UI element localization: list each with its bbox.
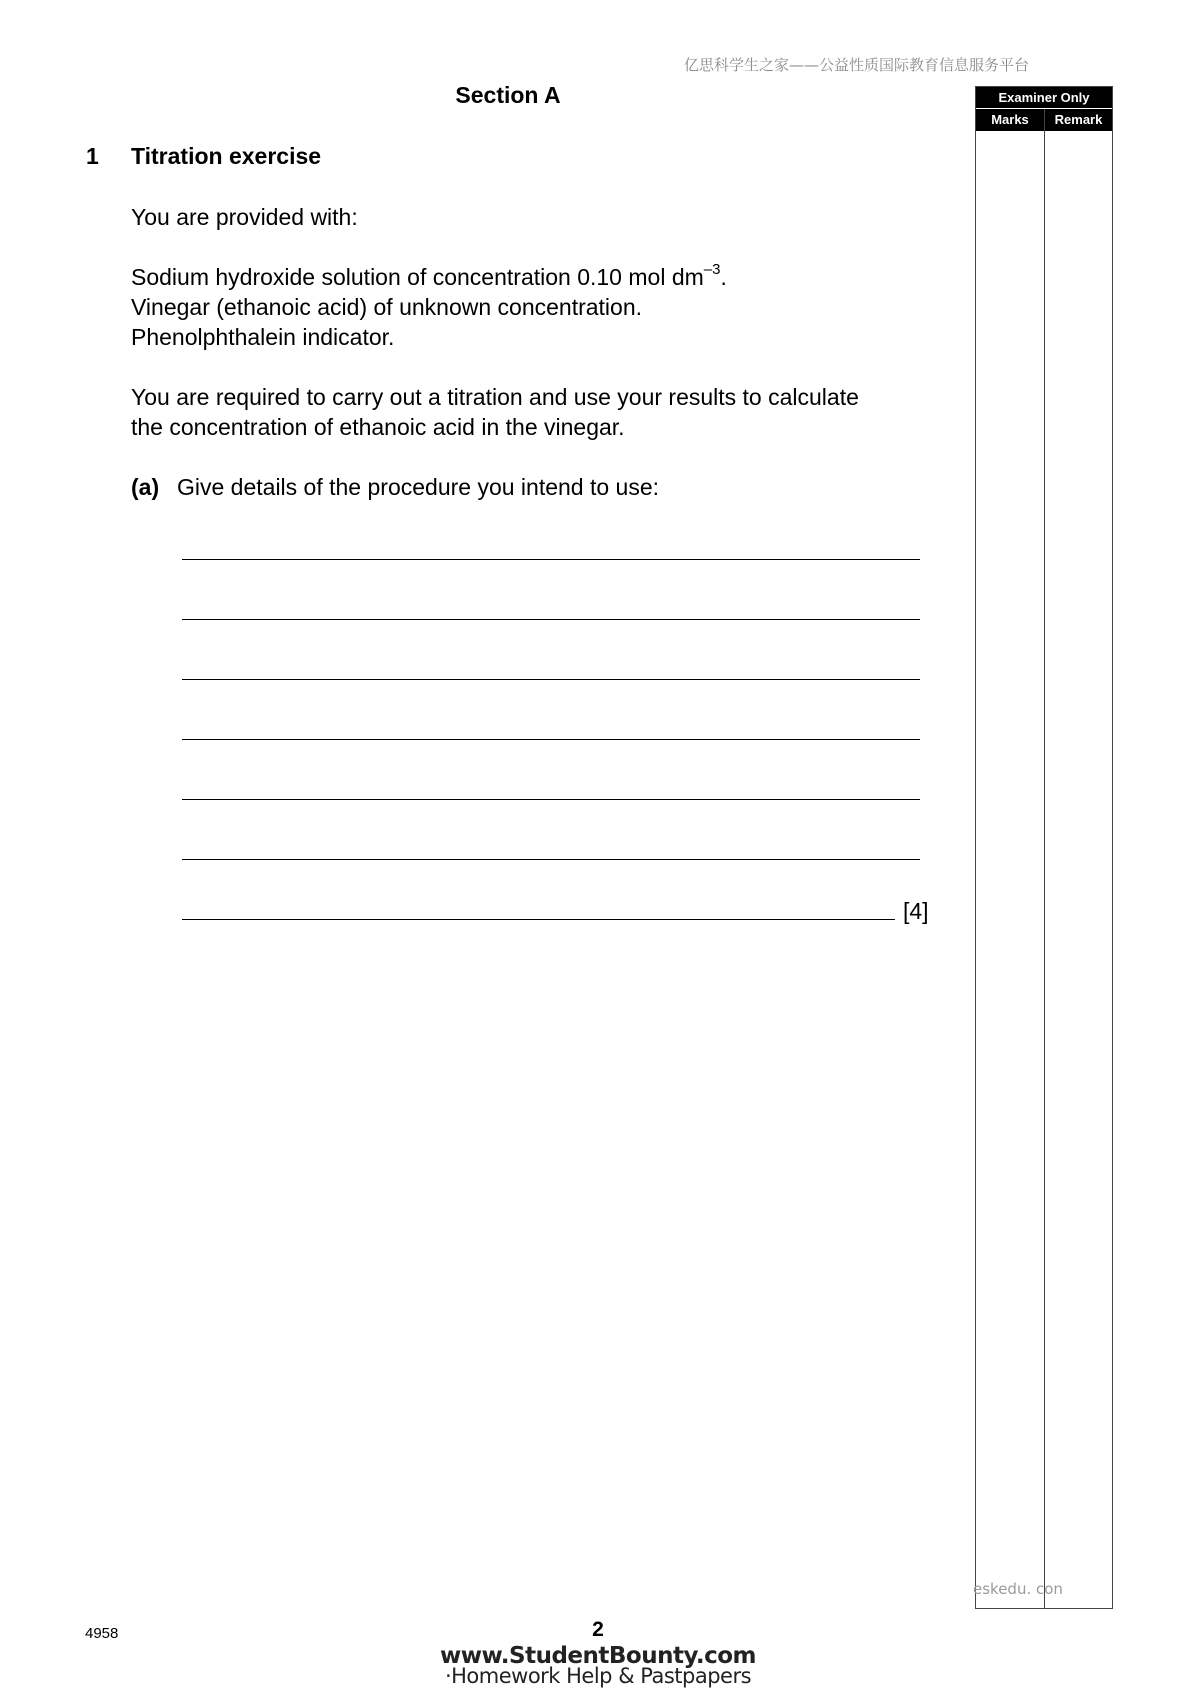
answer-line[interactable] <box>182 739 920 740</box>
part-a-label: (a) <box>131 474 160 500</box>
question-title: Titration exercise <box>131 143 322 169</box>
site-watermark: eskedu. con <box>973 1580 1063 1598</box>
footer-tagline: ·Homework Help & Pastpapers <box>444 1664 752 1688</box>
material-naoh-text: Sodium hydroxide solution of concentration 0.10 mol dm <box>131 264 704 290</box>
material-naoh-suffix: . <box>720 264 727 290</box>
instruction-line-2: the concentration of ethanoic acid in the vinegar. <box>131 414 625 440</box>
header-watermark: 亿思科学生之家——公益性质国际教育信息服务平台 <box>684 56 1030 74</box>
answer-line[interactable] <box>182 859 920 860</box>
examiner-only-box <box>975 86 1113 1609</box>
part-a-marks: [4] <box>903 898 929 924</box>
examiner-column-divider <box>1044 109 1045 1608</box>
answer-line[interactable] <box>182 919 895 920</box>
material-naoh <box>131 262 727 292</box>
part-a-text: Give details of the procedure you intend to use: <box>177 474 660 500</box>
answer-line[interactable] <box>182 679 920 680</box>
examiner-remark-column-header: Remark <box>1045 109 1112 131</box>
intro-text: You are provided with: <box>131 204 358 230</box>
question-number: 1 <box>86 143 99 169</box>
page-number: 2 <box>592 1618 604 1641</box>
footer-url: www.StudentBounty.com <box>440 1643 756 1669</box>
material-naoh-superscript: –3 <box>703 261 721 279</box>
answer-line[interactable] <box>182 619 920 620</box>
examiner-marks-column-header: Marks <box>976 109 1044 131</box>
material-indicator: Phenolphthalein indicator. <box>131 324 395 350</box>
answer-line[interactable] <box>182 799 920 800</box>
instruction-line-1: You are required to carry out a titration and use your results to calculate <box>131 384 859 410</box>
answer-line[interactable] <box>182 559 920 560</box>
paper-code: 4958 <box>85 1625 119 1642</box>
examiner-only-heading: Examiner Only <box>976 87 1112 108</box>
material-vinegar: Vinegar (ethanoic acid) of unknown concentration. <box>131 294 643 320</box>
section-title: Section A <box>455 82 561 108</box>
